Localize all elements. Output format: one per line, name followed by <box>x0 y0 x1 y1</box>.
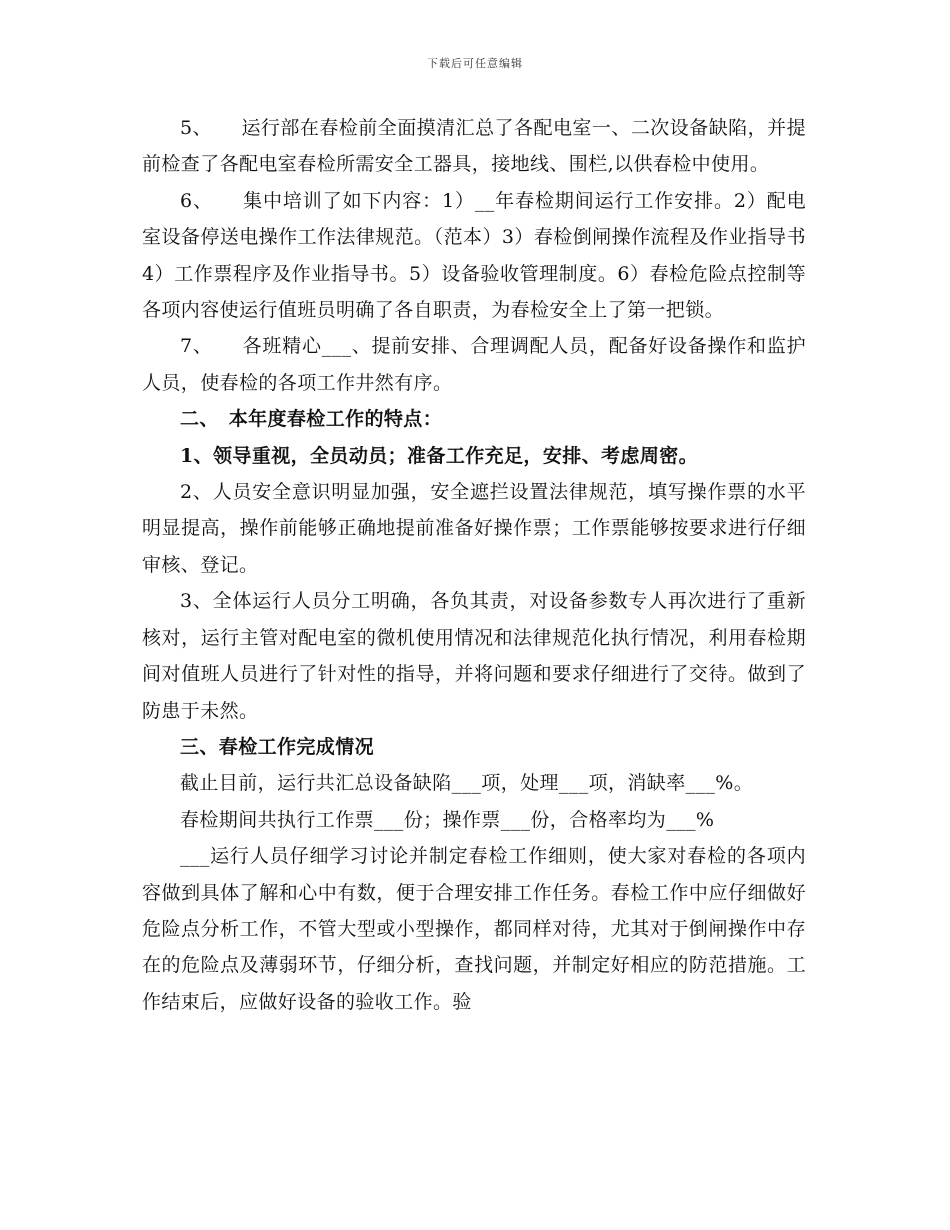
feature-item-3: 3、全体运行人员分工明确，各负其责，对设备参数专人再次进行了重新核对，运行主管对配电室的微机使用情况和法律规范化执行情况，利用春检期间对值班人员进行了针对性的指导，并将问题和要求仔细进行了交待。做到了防患于未然。 <box>142 590 806 722</box>
paragraph-item-5: 5、 运行部在春检前全面摸清汇总了各配电室一、二次设备缺陷，并提前检查了各配电室春检所需安全工器具，接地线、围栏,以供春检中使用。 <box>142 117 806 176</box>
paragraph-item-6: 6、 集中培训了如下内容：1）__年春检期间运行工作安排。2）配电室设备停送电操作工作法律规范。（范本）3）春检倒闸操作流程及作业指导书4）工作票程序及作业指导书。5）设备验收管理制度。6）春检危险点控制等各项内容使运行值班员明确了各自职责，为春检安全上了第一把锁。 <box>142 189 806 322</box>
document-body <box>142 110 806 1020</box>
section-heading-3: 三、春检工作完成情况 <box>180 735 375 758</box>
ticket-summary: 春检期间共执行工作票___份；操作票___份，合格率均为___% <box>180 808 715 831</box>
paragraph-item-7: 7、 各班精心___、提前安排、合理调配人员，配备好设备操作和监护人员，使春检的各项工作井然有序。 <box>142 335 806 394</box>
defect-summary: 截止目前，运行共汇总设备缺陷___项，处理___项，消缺率___%。 <box>180 772 754 795</box>
section-heading-2: 二、 本年度春检工作的特点： <box>180 408 443 431</box>
feature-item-1: 1、领导重视，全员动员；准备工作充足，安排、考虑周密。 <box>180 444 699 467</box>
work-rules-paragraph: ___运行人员仔细学习讨论并制定春检工作细则，使大家对春检的各项内容做到具体了解和心中有数，便于合理安排工作任务。春检工作中应仔细做好危险点分析工作，不管大型或小型操作，都同样对待，尤其对于倒闸操作中存在的危险点及薄弱环节，仔细分析，查找问题，并制定好相应的防范措施。工作结束后，应做好设备的验收工作。验 <box>142 845 806 1013</box>
page-header: 下载后可任意编辑 <box>427 57 523 70</box>
feature-item-2: 2、人员安全意识明显加强，安全遮拦设置法律规范，填写操作票的水平明显提高，操作前能够正确地提前准备好操作票；工作票能够按要求进行仔细审核、登记。 <box>142 481 806 576</box>
